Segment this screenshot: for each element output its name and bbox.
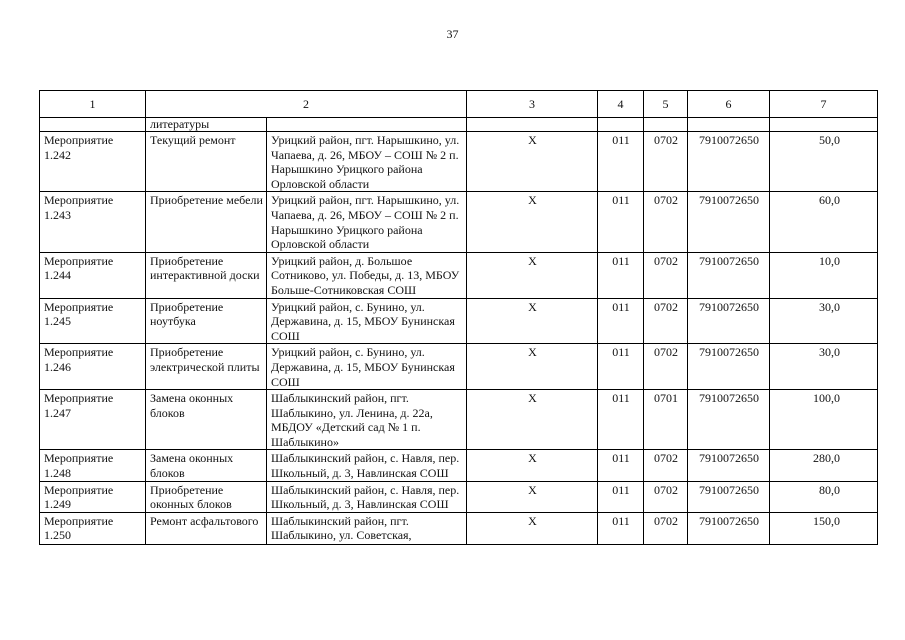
table-cell-c6: 7910072650	[688, 298, 770, 344]
table-cell-c7: 100,0	[770, 390, 878, 450]
header-cell-3: 3	[467, 91, 598, 118]
cont-cell-5	[598, 118, 644, 132]
cont-cell-1	[40, 118, 146, 132]
table-cell-c1: Мероприятие 1.247	[40, 390, 146, 450]
table-cell-c1: Мероприятие 1.246	[40, 344, 146, 390]
table-cell-c3: Х	[467, 344, 598, 390]
table-cell-c2: Приобретение электрической плиты	[146, 344, 267, 390]
table-cell-c4: 011	[598, 298, 644, 344]
table-cell-c3: Х	[467, 512, 598, 544]
table-cell-addr: Шаблыкинский район, с. Навля, пер. Школьный, д. 3, Навлинская СОШ	[267, 450, 467, 481]
table-cell-addr: Урицкий район, пгт. Нарышкино, ул. Чапаева, д. 26, МБОУ – СОШ № 2 п. Нарышкино Урицкого района Орловской области	[267, 132, 467, 192]
table-cell-addr: Урицкий район, с. Бунино, ул. Державина, д. 15, МБОУ Бунинская СОШ	[267, 344, 467, 390]
header-cell-6: 6	[688, 91, 770, 118]
table-cell-c4: 011	[598, 450, 644, 481]
header-cell-4: 4	[598, 91, 644, 118]
table-cell-c3: Х	[467, 252, 598, 298]
table-cell-c1: Мероприятие 1.244	[40, 252, 146, 298]
table-cell-c3: Х	[467, 192, 598, 252]
table-cell-c6: 7910072650	[688, 512, 770, 544]
table-cell-c3: Х	[467, 450, 598, 481]
table-cell-c5: 0702	[644, 252, 688, 298]
table-row	[40, 450, 878, 481]
table-cell-c7: 60,0	[770, 192, 878, 252]
table-cell-c6: 7910072650	[688, 252, 770, 298]
table-cell-c6: 7910072650	[688, 344, 770, 390]
table-cell-c2: Приобретение оконных блоков	[146, 481, 267, 512]
table-cell-c1: Мероприятие 1.242	[40, 132, 146, 192]
cont-cell-2: литературы	[146, 118, 267, 132]
table-cell-c3: Х	[467, 390, 598, 450]
table-cell-addr: Шаблыкинский район, пгт. Шаблыкино, ул. Ленина, д. 22а, МБДОУ «Детский сад № 1 п. Шаблыкино»	[267, 390, 467, 450]
table-row	[40, 512, 878, 544]
table-row	[40, 252, 878, 298]
table-cell-c7: 30,0	[770, 344, 878, 390]
header-cell-1: 1	[40, 91, 146, 118]
table-cell-c2: Замена оконных блоков	[146, 390, 267, 450]
table-cell-c1: Мероприятие 1.245	[40, 298, 146, 344]
table-row	[40, 481, 878, 512]
header-cell-5: 5	[644, 91, 688, 118]
table-cell-c7: 280,0	[770, 450, 878, 481]
table-cell-c1: Мероприятие 1.249	[40, 481, 146, 512]
table-cell-c4: 011	[598, 252, 644, 298]
table-cell-c2: Приобретение мебели	[146, 192, 267, 252]
table-cell-c5: 0702	[644, 450, 688, 481]
cont-cell-7	[688, 118, 770, 132]
table-cell-addr: Урицкий район, пгт. Нарышкино, ул. Чапаева, д. 26, МБОУ – СОШ № 2 п. Нарышкино Урицкого района Орловской области	[267, 192, 467, 252]
table-cell-c7: 80,0	[770, 481, 878, 512]
header-cell-2: 2	[146, 91, 467, 118]
table-cell-c4: 011	[598, 192, 644, 252]
table-cell-c2: Текущий ремонт	[146, 132, 267, 192]
table-cell-c6: 7910072650	[688, 390, 770, 450]
table-cell-c3: Х	[467, 481, 598, 512]
table-cell-c2: Приобретение интерактивной доски	[146, 252, 267, 298]
table-row	[40, 298, 878, 344]
table-cell-c7: 50,0	[770, 132, 878, 192]
table-cell-addr: Урицкий район, с. Бунино, ул. Державина, д. 15, МБОУ Бунинская СОШ	[267, 298, 467, 344]
table-cell-c3: Х	[467, 132, 598, 192]
table-cell-c6: 7910072650	[688, 450, 770, 481]
table-cell-c5: 0702	[644, 344, 688, 390]
header-cell-7: 7	[770, 91, 878, 118]
table-cell-c6: 7910072650	[688, 192, 770, 252]
page-number: 37	[446, 27, 459, 41]
table-cell-c1: Мероприятие 1.250	[40, 512, 146, 544]
table-cell-c2: Ремонт асфальтового	[146, 512, 267, 544]
table-cell-addr: Шаблыкинский район, пгт. Шаблыкино, ул. Советская,	[267, 512, 467, 544]
cont-cell-8	[770, 118, 878, 132]
table-row	[40, 344, 878, 390]
table-cell-c1: Мероприятие 1.243	[40, 192, 146, 252]
table-row	[40, 132, 878, 192]
cont-cell-6	[644, 118, 688, 132]
table-cell-c6: 7910072650	[688, 481, 770, 512]
table-row	[40, 390, 878, 450]
table-cell-c5: 0702	[644, 192, 688, 252]
table-cell-c7: 30,0	[770, 298, 878, 344]
table-cell-c3: Х	[467, 298, 598, 344]
table-cell-c5: 0701	[644, 390, 688, 450]
table-cell-addr: Урицкий район, д. Большое Сотниково, ул. Победы, д. 13, МБОУ Больше-Сотниковская СОШ	[267, 252, 467, 298]
budget-table	[39, 90, 878, 545]
table-cell-c1: Мероприятие 1.248	[40, 450, 146, 481]
table-cell-c5: 0702	[644, 512, 688, 544]
table-cell-c4: 011	[598, 512, 644, 544]
cont-cell-4	[467, 118, 598, 132]
table-cell-c7: 10,0	[770, 252, 878, 298]
table-cell-c4: 011	[598, 344, 644, 390]
header-row	[40, 91, 878, 118]
table-cell-c6: 7910072650	[688, 132, 770, 192]
table-cell-c7: 150,0	[770, 512, 878, 544]
table-cell-c5: 0702	[644, 132, 688, 192]
table-body	[40, 132, 878, 545]
cont-cell-3	[267, 118, 467, 132]
table-row	[40, 192, 878, 252]
table-cell-c4: 011	[598, 390, 644, 450]
table-cell-c5: 0702	[644, 481, 688, 512]
table-cell-c4: 011	[598, 481, 644, 512]
continuation-row	[40, 118, 878, 132]
table-cell-c4: 011	[598, 132, 644, 192]
table-cell-c2: Замена оконных блоков	[146, 450, 267, 481]
table-cell-c2: Приобретение ноутбука	[146, 298, 267, 344]
table-cell-c5: 0702	[644, 298, 688, 344]
table-cell-addr: Шаблыкинский район, с. Навля, пер. Школьный, д. 3, Навлинская СОШ	[267, 481, 467, 512]
